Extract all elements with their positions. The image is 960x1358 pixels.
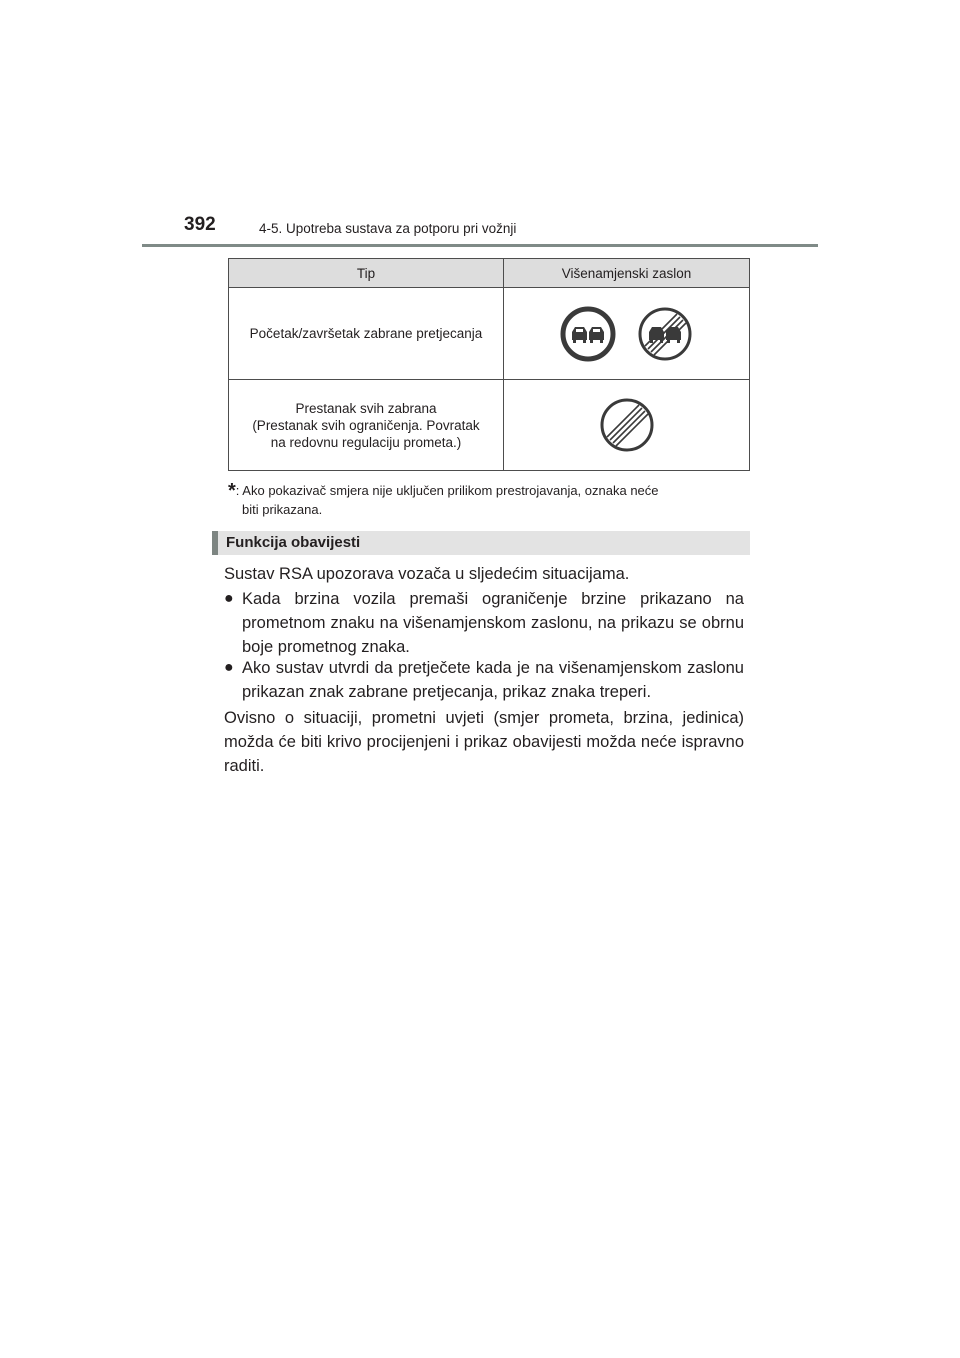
signs-table [228,258,750,471]
footnote-marker: * [228,480,236,502]
header-rule [142,244,818,247]
footnote-text-continued: biti prikazana. [242,502,323,517]
table-header-row [229,259,750,288]
intro-paragraph: Sustav RSA upozorava vozača u sljedećim situacijama. [224,565,630,583]
table-row [229,380,750,471]
row-type-line: na redovnu regulaciju prometa.) [270,434,462,450]
closing-paragraph: Ovisno o situaciji, prometni uvjeti (smjer prometa, brzina, jedinica) možda će biti krivo procijenjeni i prikaz obavijesti možda neće ispravno raditi. [224,709,744,775]
row-type-line: Prestanak svih zabrana [295,400,437,416]
subheading: Funkcija obavijesti [212,531,750,555]
bullet-icon: ● [224,659,234,676]
list-item-text: Ako sustav utvrdi da pretječete kada je na višenamjenskom zaslonu prikazan znak zabrane pretjecanja, prikaz znaka treperi. [242,659,744,701]
footnote-text: : Ako pokazivač smjera nije uključen prilikom prestrojavanja, oznaka neće [235,483,659,498]
row-type-label [229,380,504,471]
footnote [228,480,748,519]
row-type-line: (Prestanak svih ograničenja. Povratak [252,417,480,433]
list-item [224,656,744,704]
row-type-label: Početak/završetak zabrane pretjecanja [229,288,504,380]
section-title: 4-5. Upotreba sustava za potporu pri vožnji [259,221,517,236]
end-of-no-overtaking-sign-icon [637,306,693,362]
row-display-cell [504,380,750,471]
column-header-display: Višenamjenski zaslon [504,259,750,288]
column-header-type: Tip [229,259,504,288]
end-of-all-restrictions-sign-icon [599,397,655,453]
row-display-cell [504,288,750,380]
page-number: 392 [184,214,216,235]
list-item [224,587,744,659]
no-overtaking-sign-icon [560,306,616,362]
list-item-text: Kada brzina vozila premaši ograničenje brzine prikazano na prometnom znaku na višenamjenskom zaslonu, na prikazu se obrnu boje prometnog znaka. [242,590,744,656]
bullet-icon: ● [224,590,234,607]
table-row [229,288,750,380]
